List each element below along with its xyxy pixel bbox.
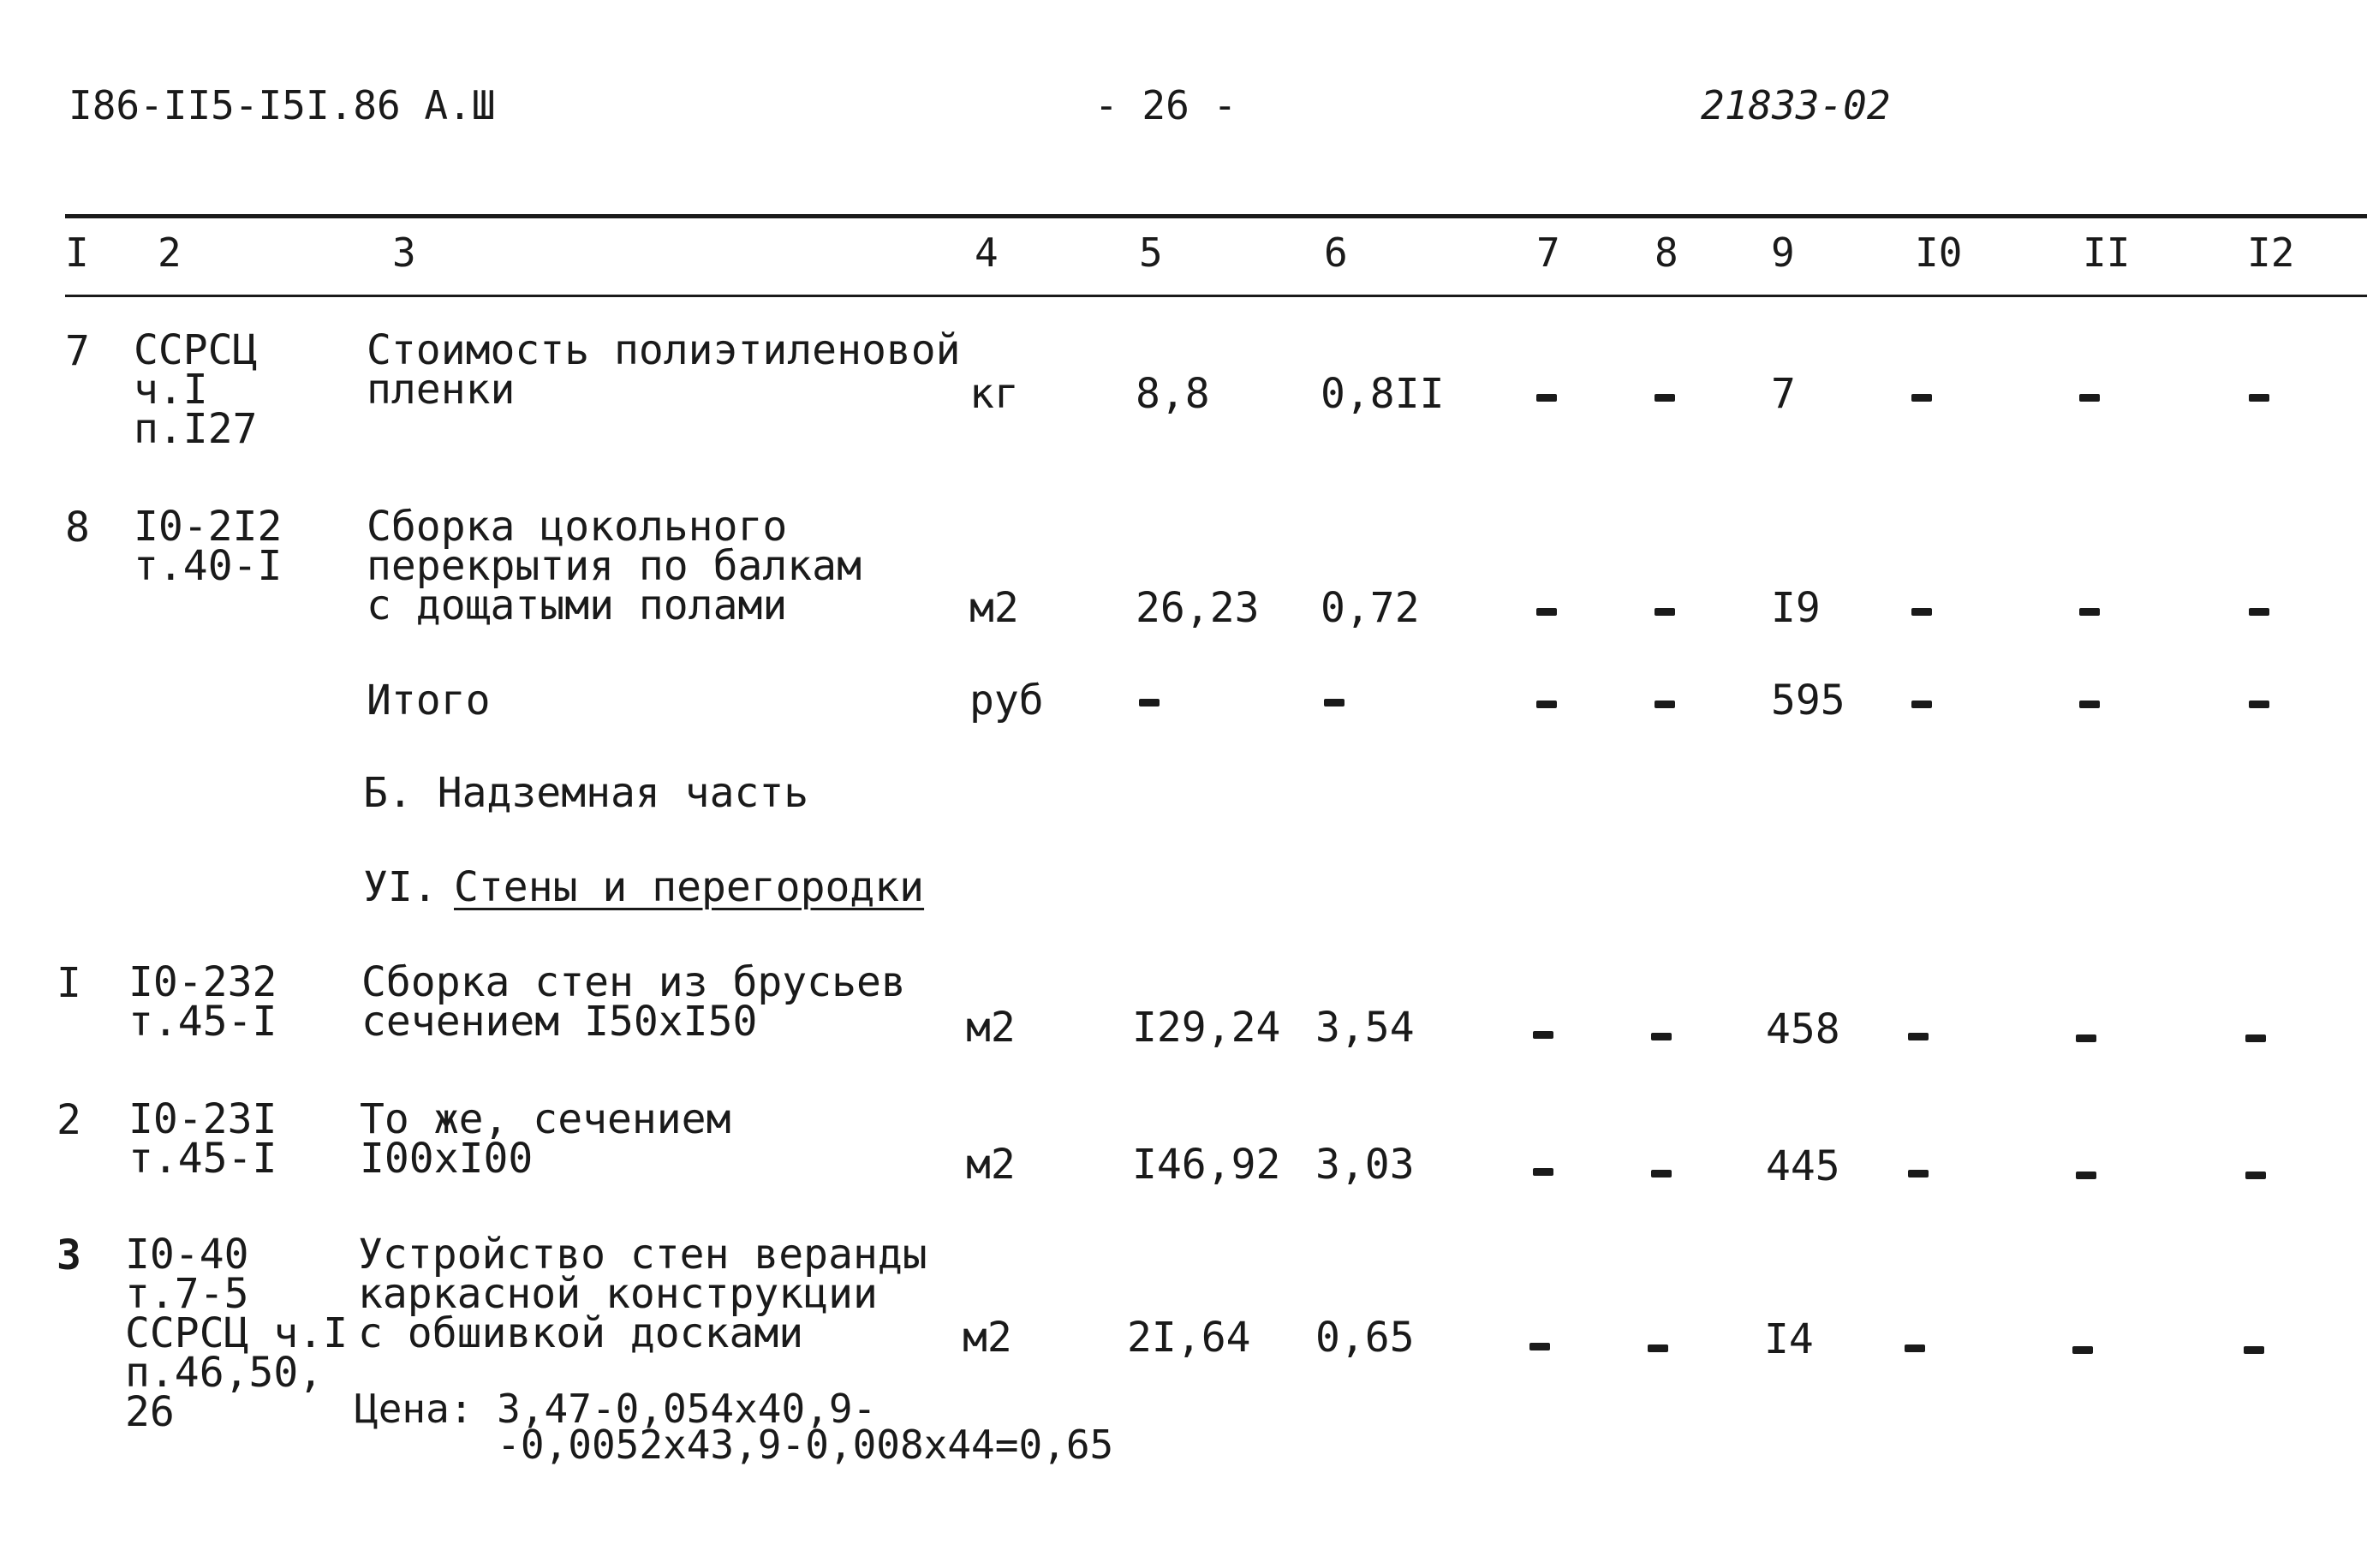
dash-col11 — [2072, 1346, 2093, 1354]
work-name: Итого — [367, 677, 491, 724]
page-number: - 26 - — [1094, 82, 1237, 128]
dash-col10 — [1905, 1344, 1925, 1352]
column-header-2: 2 — [158, 230, 182, 276]
rate-code: I0-2I2 т.40-I — [134, 503, 283, 590]
column-header-1: I — [65, 230, 89, 276]
unit: м2 — [963, 1314, 1012, 1362]
dash-col10 — [1908, 1170, 1929, 1177]
rate-code: I0-40 т.7-5 ССРСЦ ч.I п.46,50, 26 — [125, 1231, 349, 1436]
work-name: То же, сечением I00xI00 — [360, 1095, 731, 1183]
dash-col8 — [1655, 608, 1675, 616]
section-heading-b: Б. Надземная часть — [363, 769, 809, 817]
dash-col12 — [2249, 394, 2269, 402]
column-header-5: 5 — [1139, 230, 1163, 276]
work-name: Устройство стен веранды каркасной конструкции с обшивкой досками — [358, 1231, 927, 1357]
row-number: 7 — [65, 327, 90, 375]
dash-col8 — [1648, 1344, 1668, 1352]
quantity: 2I,64 — [1127, 1314, 1251, 1362]
dash-col7 — [1536, 701, 1557, 708]
column-header-12: I2 — [2247, 230, 2295, 276]
col9-value: 445 — [1766, 1142, 1840, 1190]
column-header-10: I0 — [1915, 230, 1963, 276]
rate-code: ССРСЦ ч.I п.I27 — [134, 326, 258, 453]
unit-price: 0,8II — [1321, 370, 1445, 418]
column-header-3: 3 — [392, 230, 416, 276]
unit: м2 — [966, 1004, 1016, 1052]
col9-value: I4 — [1764, 1315, 1814, 1363]
dash-col12 — [2245, 1172, 2266, 1179]
dash-col10 — [1911, 608, 1932, 616]
dash-col11 — [2076, 1172, 2096, 1179]
column-header-9: 9 — [1771, 230, 1795, 276]
unit-price: 3,54 — [1315, 1004, 1415, 1052]
document-number: 21833-02 — [1701, 82, 1891, 128]
dash-col12 — [2245, 1034, 2266, 1042]
work-name: Сборка цокольного перекрытия по балкам с дощатыми полами — [367, 503, 862, 629]
dash-col8 — [1651, 1170, 1672, 1177]
column-header-6: 6 — [1324, 230, 1348, 276]
dash-col12 — [2249, 608, 2269, 616]
column-header-4: 4 — [975, 230, 999, 276]
table-header-rule — [65, 295, 2367, 297]
quantity: 26,23 — [1136, 584, 1260, 632]
work-name: Сборка стен из брусьев сечением I50xI50 — [361, 958, 906, 1046]
dash-col8 — [1655, 701, 1675, 708]
col9-value: I9 — [1771, 584, 1821, 632]
quantity: I46,92 — [1132, 1141, 1281, 1189]
col9-value: 458 — [1766, 1005, 1840, 1053]
dash-col11 — [2079, 394, 2100, 402]
col9-value: 595 — [1771, 677, 1845, 724]
unit: руб — [969, 677, 1044, 724]
row-number: I — [57, 959, 81, 1007]
row-number: 8 — [65, 504, 90, 551]
col9-value: 7 — [1771, 370, 1796, 418]
dash-col11 — [2079, 608, 2100, 616]
dash-col8 — [1655, 394, 1675, 402]
dash-col7 — [1529, 1343, 1550, 1350]
section-heading-vi-title: Стены и перегородки — [454, 863, 925, 911]
dash-col7 — [1536, 394, 1557, 402]
unit-price: 0,65 — [1315, 1314, 1415, 1362]
dash-col8 — [1651, 1033, 1672, 1040]
dash-col7 — [1533, 1031, 1553, 1039]
dash-col7 — [1533, 1168, 1553, 1176]
column-header-11: II — [2083, 230, 2131, 276]
unit-price: 3,03 — [1315, 1141, 1415, 1189]
dash-col7 — [1536, 608, 1557, 616]
row-number: 3 — [57, 1231, 81, 1279]
column-header-7: 7 — [1536, 230, 1560, 276]
unit: кг — [969, 370, 1019, 418]
table-top-rule — [65, 214, 2367, 218]
dash-col12 — [2244, 1346, 2264, 1354]
column-header-8: 8 — [1655, 230, 1678, 276]
row-number: 2 — [57, 1096, 81, 1144]
unit: м2 — [966, 1141, 1016, 1189]
dash-col10 — [1911, 701, 1932, 708]
dash-col10 — [1911, 394, 1932, 402]
dash-col5 — [1139, 699, 1160, 706]
dash-col11 — [2076, 1034, 2096, 1042]
dash-col10 — [1908, 1033, 1929, 1040]
work-name: Стоимость полиэтиленовой пленки — [367, 326, 961, 414]
rate-code: I0-23I т.45-I — [128, 1095, 277, 1183]
dash-col12 — [2249, 701, 2269, 708]
rate-code: I0-232 т.45-I — [128, 958, 277, 1046]
dash-col11 — [2079, 701, 2100, 708]
quantity: 8,8 — [1136, 370, 1210, 418]
unit-price: 0,72 — [1321, 584, 1420, 632]
section-heading-vi-number: УI. — [363, 863, 438, 911]
unit: м2 — [969, 584, 1019, 632]
document-code: I86-II5-I5I.86 А.Ш — [69, 82, 496, 128]
dash-col6 — [1324, 699, 1344, 706]
price-calculation-note: Цена: 3,47-0,054x40,9- -0,0052x43,9-0,008x44=0,65 — [355, 1386, 1114, 1468]
quantity: I29,24 — [1132, 1004, 1281, 1052]
